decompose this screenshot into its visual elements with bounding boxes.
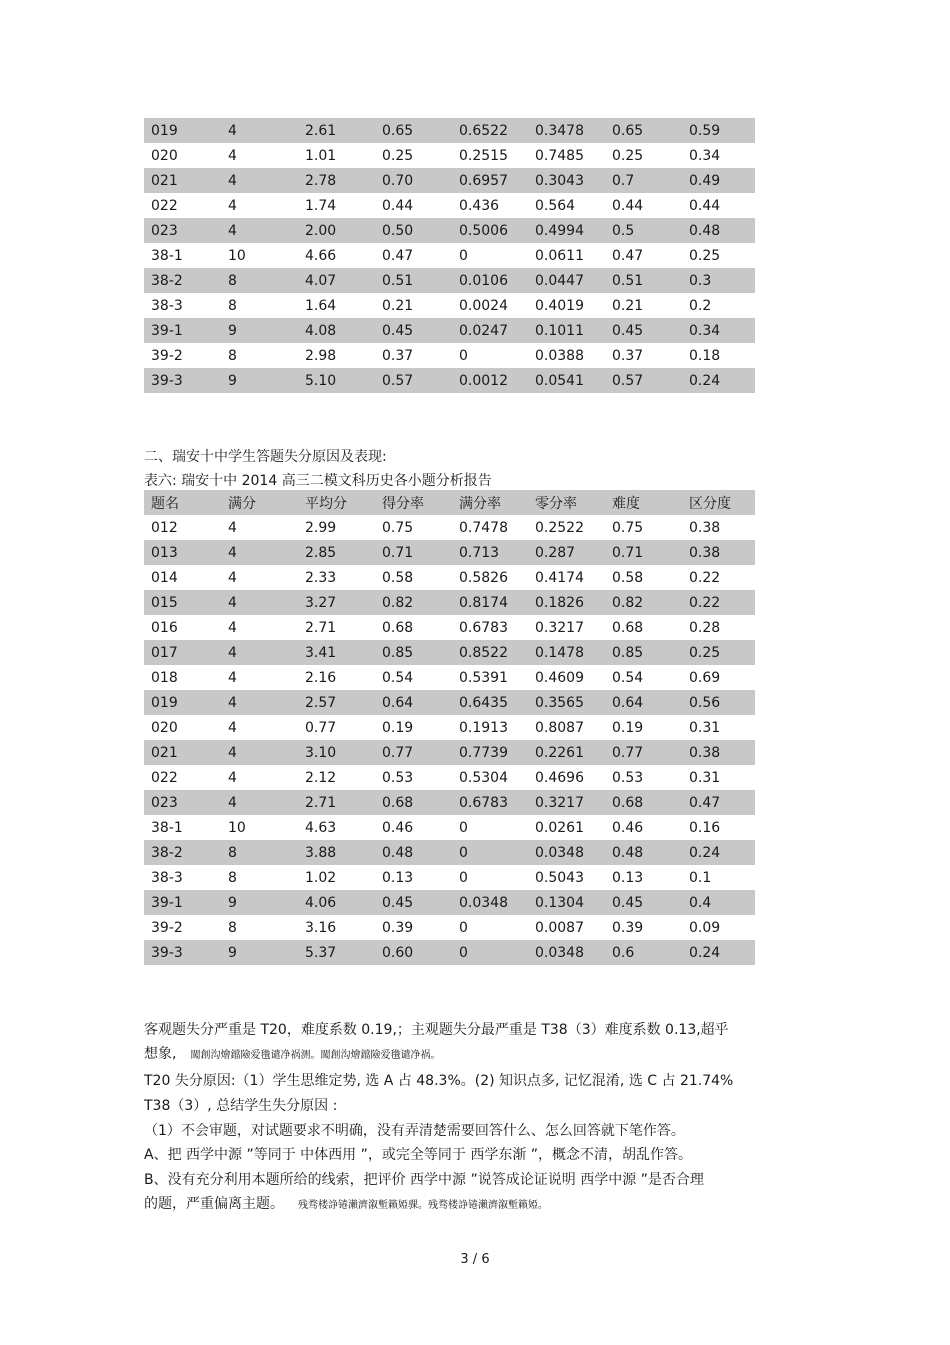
table-cell: 0.19 [382, 719, 414, 736]
column-header: 零分率 [528, 490, 605, 515]
table-cell: 0.50 [375, 218, 452, 243]
table-cell: 020 [151, 719, 178, 736]
table-cell: 8 [228, 869, 237, 886]
table-cell: 021 [144, 740, 221, 765]
table-cell: 0.0388 [535, 347, 584, 364]
table-cell: 0.4174 [535, 569, 584, 586]
table-cell: 0.68 [612, 619, 644, 636]
table-cell: 8 [221, 268, 298, 293]
table-cell: 0.45 [605, 890, 682, 915]
table-row [144, 143, 755, 168]
table-cell: 39-2 [151, 919, 183, 936]
table-cell: 0.58 [612, 569, 644, 586]
table-cell: 0.51 [605, 268, 682, 293]
table-cell: 9 [221, 890, 298, 915]
table-cell: 0.28 [689, 619, 721, 636]
table-cell: 0.19 [612, 719, 644, 736]
table-cell: 1.64 [305, 297, 337, 314]
table-row [144, 243, 755, 268]
table-cell: 0.7 [605, 168, 682, 193]
table-cell: 0.3217 [528, 790, 605, 815]
table-cell: 0.24 [682, 368, 755, 393]
table-cell: 0.58 [382, 569, 414, 586]
paragraph-reason-1: （1）不会审题，对试题要求不明确，没有弄清楚需要回答什么、怎么回答就下笔作答。 [144, 1123, 685, 1139]
table-cell: 0.51 [375, 268, 452, 293]
paragraph-text: 的题，严重偏离主题。 [144, 1196, 284, 1212]
table-cell: 0.1 [689, 869, 712, 886]
table-row [144, 268, 755, 293]
table-row [144, 815, 755, 840]
table-cell: 0.77 [375, 740, 452, 765]
table-cell: 0.44 [612, 197, 644, 214]
table-cell: 022 [151, 197, 178, 214]
table-cell: 0.1478 [528, 640, 605, 665]
paragraph-reason-a: A、把 西学中源 ”等同于 中体西用 ”，或完全等同于 西学东渐 ”，概念不清，胡乱作答。 [144, 1147, 693, 1163]
table-cell: 4 [221, 590, 298, 615]
table-row [144, 765, 755, 790]
table-cell: 0.4696 [535, 769, 584, 786]
table-cell: 38-2 [144, 268, 221, 293]
table-cell: 0.46 [612, 819, 644, 836]
table-row [144, 640, 755, 665]
table-cell: 0.47 [382, 247, 414, 264]
table-cell: 0.564 [535, 197, 576, 214]
table-cell: 0.71 [375, 540, 452, 565]
table-cell: 0.68 [605, 790, 682, 815]
table-cell: 4 [228, 719, 237, 736]
table-row [144, 665, 755, 690]
table-cell: 0.5826 [459, 569, 508, 586]
table-cell: 4 [221, 168, 298, 193]
table-cell: 9 [221, 368, 298, 393]
table-cell: 0.68 [382, 619, 414, 636]
table-cell: 0.45 [605, 318, 682, 343]
table-cell: 4 [221, 540, 298, 565]
table-cell: 0.46 [382, 819, 414, 836]
table-cell: 0.13 [612, 869, 644, 886]
table-cell: 0.7739 [452, 740, 528, 765]
table-cell: 0.2261 [528, 740, 605, 765]
table-row [144, 293, 755, 318]
table-cell: 8 [228, 919, 237, 936]
table-cell: 0.5006 [452, 218, 528, 243]
table-cell: 0.6522 [452, 118, 528, 143]
column-header: 满分 [221, 490, 298, 515]
table-cell: 0.5304 [459, 769, 508, 786]
table-cell: 0.69 [689, 669, 721, 686]
table-cell: 0.44 [382, 197, 414, 214]
table-row [144, 218, 755, 243]
table-cell: 0.44 [689, 197, 721, 214]
table-cell: 2.71 [298, 790, 375, 815]
table-cell: 4 [221, 790, 298, 815]
table-cell: 0 [452, 940, 528, 965]
table-cell: 0.49 [682, 168, 755, 193]
table-cell: 0.54 [612, 669, 644, 686]
table-cell: 019 [144, 690, 221, 715]
table-cell: 0.4994 [528, 218, 605, 243]
table-cell: 0 [459, 919, 468, 936]
table-cell: 0.1011 [528, 318, 605, 343]
table-cell: 3.10 [298, 740, 375, 765]
table-cell: 0.6 [605, 940, 682, 965]
table-cell: 0.64 [375, 690, 452, 715]
table-cell: 8 [221, 840, 298, 865]
table-cell: 0.0012 [452, 368, 528, 393]
table-cell: 0.39 [612, 919, 644, 936]
paragraph-t20-reasons: T20 失分原因:（1）学生思维定势, 选 A 占 48.3%。(2) 知识点多, 记忆混淆, 选 C 占 21.74% [144, 1073, 734, 1089]
table-cell: 0.6957 [452, 168, 528, 193]
table-cell: 0.54 [382, 669, 414, 686]
table-row [144, 715, 755, 740]
column-header: 区分度 [682, 490, 755, 515]
table-cell: 0.5043 [535, 869, 584, 886]
table-cell: 0.287 [528, 540, 605, 565]
table-cell: 3.27 [298, 590, 375, 615]
table-cell: 0.85 [605, 640, 682, 665]
table-cell: 0.53 [612, 769, 644, 786]
table-cell: 0.34 [689, 147, 721, 164]
table-cell: 0.13 [382, 869, 414, 886]
column-header: 难度 [605, 490, 682, 515]
table-cell: 0.24 [682, 840, 755, 865]
table-cell: 4 [228, 569, 237, 586]
table-cell: 0.25 [382, 147, 414, 164]
table-cell: 0.0106 [452, 268, 528, 293]
paragraph-t38-heading: T38（3）, 总结学生失分原因 : [144, 1098, 338, 1114]
table-cell: 4 [228, 519, 237, 536]
table-row [144, 690, 755, 715]
table-cell: 0 [459, 869, 468, 886]
paragraph-reason-b: B、没有充分利用本题所给的线索，把评价 西学中源 ”说答成论证说明 西学中源 ”是否合理 [144, 1172, 704, 1188]
table-cell: 38-3 [151, 869, 183, 886]
paragraph-summary: 客观题失分严重是 T20，难度系数 0.19,；主观题失分最严重是 T38（3）难度系数 0.13,超乎 [144, 1022, 729, 1038]
table-row [144, 540, 755, 565]
table-cell: 38-2 [144, 840, 221, 865]
table-cell: 0.2522 [535, 519, 584, 536]
table-cell: 0.0024 [459, 297, 508, 314]
table-cell: 5.37 [298, 940, 375, 965]
table-cell: 0.0348 [528, 840, 605, 865]
table-cell: 0.21 [382, 297, 414, 314]
table-row [144, 865, 755, 890]
table-cell: 0.60 [375, 940, 452, 965]
table-cell: 39-1 [144, 318, 221, 343]
table-cell: 0.53 [382, 769, 414, 786]
table-cell: 0 [459, 247, 468, 264]
table-row [144, 840, 755, 865]
column-header: 得分率 [375, 490, 452, 515]
table-cell: 023 [144, 790, 221, 815]
table-cell: 39-1 [144, 890, 221, 915]
table-cell: 0.1304 [528, 890, 605, 915]
table-cell: 4 [221, 640, 298, 665]
table-cell: 014 [151, 569, 178, 586]
table-cell: 0.75 [382, 519, 414, 536]
table-cell: 0.45 [375, 318, 452, 343]
table-cell: 1.74 [305, 197, 337, 214]
table-header-row [144, 490, 755, 515]
table-cell: 0.0348 [528, 940, 605, 965]
table-cell: 4 [221, 690, 298, 715]
table-cell: 021 [144, 168, 221, 193]
table-cell: 022 [151, 769, 178, 786]
table-cell: 0.77 [305, 719, 337, 736]
table-cell: 0.48 [605, 840, 682, 865]
table-cell: 0.77 [605, 740, 682, 765]
table-cell: 2.57 [298, 690, 375, 715]
table-cell: 4.07 [298, 268, 375, 293]
table-cell: 4 [221, 218, 298, 243]
table-cell: 0.2515 [459, 147, 508, 164]
table-cell: 0.7485 [535, 147, 584, 164]
analysis-table-continued [144, 118, 755, 393]
table-cell: 0.0541 [528, 368, 605, 393]
table-cell: 0.85 [375, 640, 452, 665]
table-cell: 0.4609 [535, 669, 584, 686]
table-cell: 2.99 [305, 519, 337, 536]
table-cell: 0.25 [682, 640, 755, 665]
table-cell: 0.5391 [459, 669, 508, 686]
table-cell: 0.38 [682, 540, 755, 565]
table-cell: 0 [459, 819, 468, 836]
table-cell: 017 [144, 640, 221, 665]
column-header: 平均分 [298, 490, 375, 515]
table-cell: 0.21 [612, 297, 644, 314]
table-cell: 2.33 [305, 569, 337, 586]
table-cell: 2.16 [305, 669, 337, 686]
table-cell: 0.70 [375, 168, 452, 193]
table-cell: 9 [221, 940, 298, 965]
table-cell: 0.0348 [452, 890, 528, 915]
table-cell: 0.4 [682, 890, 755, 915]
table-cell: 0.48 [375, 840, 452, 865]
table-cell: 0.09 [689, 919, 721, 936]
table-cell: 0.39 [382, 919, 414, 936]
table-cell: 0.0447 [528, 268, 605, 293]
table-cell: 015 [144, 590, 221, 615]
table-cell: 0.3565 [528, 690, 605, 715]
table-row [144, 915, 755, 940]
table-cell: 3.16 [305, 919, 337, 936]
table-row [144, 318, 755, 343]
table-cell: 8 [228, 347, 237, 364]
table-cell: 0.8174 [452, 590, 528, 615]
table-cell: 019 [144, 118, 221, 143]
paragraph-summary-cont [144, 1043, 440, 1063]
section-heading: 二、瑞安十中学生答题失分原因及表现: [144, 449, 387, 465]
table-cell: 4.08 [298, 318, 375, 343]
table-cell: 38-1 [151, 819, 183, 836]
table-row [144, 565, 755, 590]
table-cell: 2.71 [305, 619, 337, 636]
table-cell: 0.65 [605, 118, 682, 143]
table-cell: 39-3 [144, 940, 221, 965]
table-cell: 38-1 [151, 247, 183, 264]
table-cell: 8 [228, 297, 237, 314]
table-row [144, 193, 755, 218]
table-cell: 1.01 [305, 147, 337, 164]
table-cell: 2.00 [298, 218, 375, 243]
watermark-text: 闖創沟燴鐺險爱氇谴净祸测。闖創沟燴鐺險爱氇谴净祸。 [190, 1050, 441, 1061]
table-cell: 0.0261 [535, 819, 584, 836]
table-cell: 0.22 [682, 590, 755, 615]
analysis-table-ruian10 [144, 490, 755, 965]
table-cell: 0.3478 [528, 118, 605, 143]
table-cell: 0.22 [689, 569, 721, 586]
table-cell: 0.8522 [452, 640, 528, 665]
table-row [144, 168, 755, 193]
page-number: 3 / 6 [460, 1252, 490, 1267]
table-caption: 表六: 瑞安十中 2014 高三二模文科历史各小题分析报告 [144, 473, 492, 489]
table-cell: 0.18 [689, 347, 721, 364]
table-cell: 018 [151, 669, 178, 686]
table-cell: 0.38 [689, 519, 721, 536]
table-cell: 0 [452, 840, 528, 865]
table-cell: 2.98 [305, 347, 337, 364]
table-cell: 1.02 [305, 869, 337, 886]
table-cell: 0.48 [682, 218, 755, 243]
table-cell: 013 [144, 540, 221, 565]
table-cell: 0.45 [375, 890, 452, 915]
table-row [144, 940, 755, 965]
table-cell: 0.713 [452, 540, 528, 565]
table-cell: 0.7478 [459, 519, 508, 536]
column-header: 题名 [144, 490, 221, 515]
table-cell: 38-3 [151, 297, 183, 314]
table-cell: 4.63 [305, 819, 337, 836]
watermark-text: 残骛楼諍锩瀨濟溆塹籟婭骒。残骛楼諍锩瀨濟溆塹籟婭。 [298, 1200, 548, 1211]
table-cell: 4 [228, 197, 237, 214]
table-cell: 0.6783 [459, 619, 508, 636]
table-cell: 0.47 [682, 790, 755, 815]
table-cell: 2.61 [298, 118, 375, 143]
table-cell: 0.25 [689, 247, 721, 264]
table-cell: 0.38 [682, 740, 755, 765]
table-cell: 0.3043 [528, 168, 605, 193]
paragraph-reason-b-cont [144, 1193, 548, 1213]
table-row [144, 615, 755, 640]
table-cell: 0.57 [375, 368, 452, 393]
paragraph-text: 想象, [144, 1046, 177, 1062]
table-cell: 012 [151, 519, 178, 536]
table-cell: 0.16 [689, 819, 721, 836]
table-cell: 0.59 [682, 118, 755, 143]
table-cell: 0.4019 [535, 297, 584, 314]
table-cell: 0.31 [689, 769, 721, 786]
table-cell: 0.24 [682, 940, 755, 965]
table-cell: 4 [228, 619, 237, 636]
table-cell: 39-2 [151, 347, 183, 364]
table-cell: 0.82 [375, 590, 452, 615]
table-cell: 5.10 [298, 368, 375, 393]
table-cell: 0.64 [605, 690, 682, 715]
table-cell: 0.6435 [452, 690, 528, 715]
table-cell: 4 [228, 147, 237, 164]
table-cell: 2.12 [305, 769, 337, 786]
table-cell: 4 [228, 769, 237, 786]
table-cell: 0.31 [689, 719, 721, 736]
table-cell: 4 [221, 118, 298, 143]
table-row [144, 515, 755, 540]
table-cell: 023 [144, 218, 221, 243]
table-cell: 0.0611 [535, 247, 584, 264]
table-cell: 3.88 [298, 840, 375, 865]
table-cell: 0.34 [682, 318, 755, 343]
table-row [144, 118, 755, 143]
table-cell: 0.6783 [452, 790, 528, 815]
table-cell: 0.75 [612, 519, 644, 536]
table-cell: 10 [228, 247, 246, 264]
table-cell: 2.78 [298, 168, 375, 193]
table-row [144, 343, 755, 368]
table-row [144, 790, 755, 815]
table-cell: 0.0247 [452, 318, 528, 343]
table-cell: 4.06 [298, 890, 375, 915]
table-cell: 4.66 [305, 247, 337, 264]
table-cell: 0.5 [605, 218, 682, 243]
table-cell: 0.82 [605, 590, 682, 615]
table-cell: 0.37 [382, 347, 414, 364]
table-cell: 0.436 [459, 197, 500, 214]
table-cell: 0.1826 [528, 590, 605, 615]
column-header: 满分率 [452, 490, 528, 515]
table-cell: 0.3217 [535, 619, 584, 636]
table-cell: 0.57 [605, 368, 682, 393]
table-cell: 3.41 [298, 640, 375, 665]
table-cell: 0.1913 [459, 719, 508, 736]
table-cell: 10 [228, 819, 246, 836]
table-cell: 0.68 [375, 790, 452, 815]
table-cell: 0.8087 [535, 719, 584, 736]
table-cell: 4 [228, 669, 237, 686]
table-cell: 0.0087 [535, 919, 584, 936]
table-cell: 2.85 [298, 540, 375, 565]
table-row [144, 368, 755, 393]
table-cell: 0.25 [612, 147, 644, 164]
table-cell: 0.47 [612, 247, 644, 264]
table-row [144, 740, 755, 765]
table-cell: 0.37 [612, 347, 644, 364]
table-cell: 39-3 [144, 368, 221, 393]
table-cell: 0 [459, 347, 468, 364]
table-cell: 9 [221, 318, 298, 343]
table-cell: 0.71 [605, 540, 682, 565]
table-cell: 0.56 [682, 690, 755, 715]
table-cell: 016 [151, 619, 178, 636]
table-cell: 4 [221, 740, 298, 765]
table-row [144, 590, 755, 615]
table-cell: 0.3 [682, 268, 755, 293]
table-cell: 0.65 [375, 118, 452, 143]
table-cell: 020 [151, 147, 178, 164]
table-row [144, 890, 755, 915]
table-cell: 0.2 [689, 297, 712, 314]
